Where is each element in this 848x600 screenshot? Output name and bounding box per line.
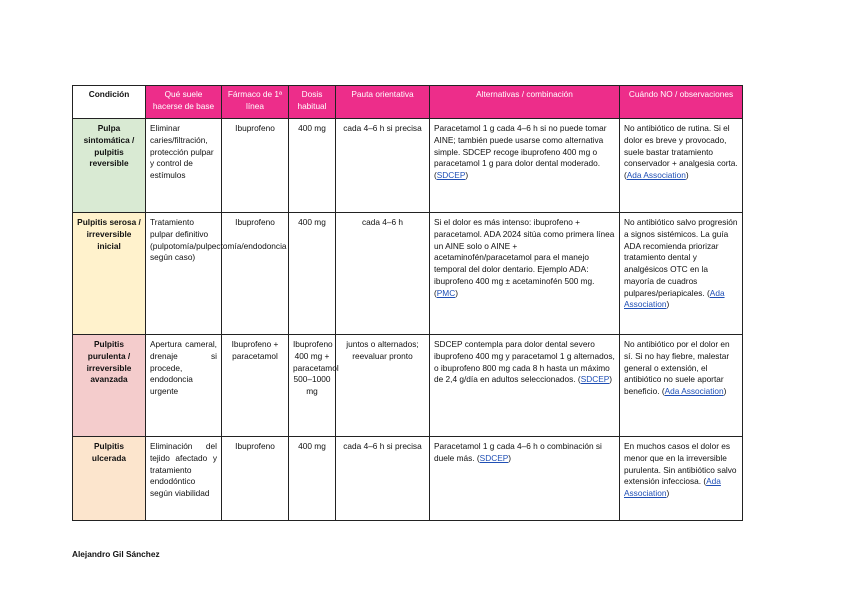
base-treatment-cell: Eliminar caries/filtración, protección pulpar y control de estímulos — [146, 119, 222, 213]
base-treatment-cell: Eliminación del tejido afectado y tratamiento endodóntico según viabilidad — [146, 437, 222, 521]
notes-text: No antibiótico salvo progresión a signos sistémicos. La guía ADA recomienda priorizar tratamiento dental y analgésicos OTC en la mayoría de cuadros pulpares/periapicales. — [624, 217, 738, 298]
table-row — [73, 119, 743, 213]
notes-cell: En muchos casos el dolor es menor que en la irreversible purulenta. Sin antibiótico salvo extensión infecciosa. (Ada Association) — [620, 437, 743, 521]
notes-cell: No antibiótico de rutina. Si el dolor es breve y provocado, suele bastar tratamiento conservador + analgesia corta. (Ada Association) — [620, 119, 743, 213]
alternatives-text: Paracetamol 1 g cada 4–6 h si no puede tomar AINE; también puede usarse como alternativa simple. SDCEP recoge ibuprofeno 400 mg o paracetamol 1 g para dolor dental moderado. — [434, 123, 607, 169]
drug-cell: Ibuprofeno — [222, 119, 289, 213]
author-footer: Alejandro Gil Sánchez — [72, 549, 160, 559]
source-link[interactable]: Ada Association — [664, 386, 724, 397]
schedule-cell: juntos o alternados; reevaluar pronto — [336, 335, 430, 437]
source-link[interactable]: PMC — [436, 287, 456, 298]
source-link[interactable]: SDCEP — [479, 452, 509, 463]
table-row — [73, 335, 743, 437]
table-row — [73, 213, 743, 335]
alternatives-cell: Paracetamol 1 g cada 4–6 h o combinación si duele más. (SDCEP) — [430, 437, 620, 521]
table-row — [73, 437, 743, 521]
source-link[interactable]: Ada Association — [626, 170, 686, 181]
dose-cell: Ibuprofeno 400 mg + paracetamol 500–1000 mg — [289, 335, 336, 437]
condition-cell: Pulpitis ulcerada — [73, 437, 146, 521]
alternatives-text: Si el dolor es más intenso: ibuprofeno + paracetamol. ADA 2024 sitúa como primera línea un AINE solo o AINE + acetaminofén/paracetamol para el manejo temporal del dolor dentario. Ejemplo ADA: ibuprofeno 400 mg ± acetaminofén 500 mg. — [434, 217, 615, 286]
base-treatment-cell: Apertura cameral, drenaje si procede, endodoncia urgente — [146, 335, 222, 437]
source-link[interactable]: SDCEP — [580, 374, 610, 385]
alternatives-cell: Si el dolor es más intenso: ibuprofeno + paracetamol. ADA 2024 sitúa como primera línea un AINE solo o AINE + acetaminofén/paracetamol para el manejo temporal del dolor dentario. Ejemplo ADA: ibuprofeno 400 mg ± acetaminofén 500 mg. (PMC) — [430, 213, 620, 335]
schedule-cell: cada 4–6 h — [336, 213, 430, 335]
header-base: Qué suele hacerse de base — [146, 86, 222, 119]
dose-cell: 400 mg — [289, 437, 336, 521]
alternatives-cell: Paracetamol 1 g cada 4–6 h si no puede tomar AINE; también puede usarse como alternativa simple. SDCEP recoge ibuprofeno 400 mg o paracetamol 1 g para dolor dental moderado. (SDCEP) — [430, 119, 620, 213]
header-notes: Cuándo NO / observaciones — [620, 86, 743, 119]
alternatives-cell: SDCEP contempla para dolor dental severo ibuprofeno 400 mg y paracetamol 1 g alternados, o ibuprofeno 800 mg cada 8 h hasta un máximo de 2,4 g/día en adultos seleccionados. (SDCEP) — [430, 335, 620, 437]
notes-text: En muchos casos el dolor es menor que en la irreversible purulenta. Sin antibiótico salvo extensión infecciosa. — [624, 441, 737, 487]
table-header-row — [73, 86, 743, 119]
source-link[interactable]: Ada Association — [624, 287, 725, 310]
notes-cell: No antibiótico salvo progresión a signos sistémicos. La guía ADA recomienda priorizar tratamiento dental y analgésicos OTC en la mayoría de cuadros pulpares/periapicales. (Ada Association) — [620, 213, 743, 335]
schedule-cell: cada 4–6 h si precisa — [336, 119, 430, 213]
dose-cell: 400 mg — [289, 119, 336, 213]
condition-cell: Pulpitis serosa / irreversible inicial — [73, 213, 146, 335]
alternatives-text: SDCEP contempla para dolor dental severo ibuprofeno 400 mg y paracetamol 1 g alternados, o ibuprofeno 800 mg cada 8 h hasta un máximo de 2,4 g/día en adultos seleccionados. — [434, 339, 615, 385]
header-drug: Fármaco de 1ª línea — [222, 86, 289, 119]
source-link[interactable]: Ada Association — [624, 476, 721, 499]
drug-cell: Ibuprofeno + paracetamol — [222, 335, 289, 437]
notes-cell: No antibiótico por el dolor en sí. Si no hay fiebre, malestar general o extensión, el antibiótico no suele aportar beneficio. (Ada Association) — [620, 335, 743, 437]
schedule-cell: cada 4–6 h si precisa — [336, 437, 430, 521]
condition-cell: Pulpa sintomática / pulpitis reversible — [73, 119, 146, 213]
header-schedule: Pauta orientativa — [336, 86, 430, 119]
header-dose: Dosis habitual — [289, 86, 336, 119]
source-link[interactable]: SDCEP — [436, 170, 466, 181]
alternatives-text: Paracetamol 1 g cada 4–6 h o combinación si duele más. — [434, 441, 602, 463]
header-condition: Condición — [73, 86, 146, 119]
dose-cell: 400 mg — [289, 213, 336, 335]
treatment-table — [72, 85, 743, 521]
notes-text: No antibiótico de rutina. Si el dolor es breve y provocado, suele bastar tratamiento conservador + analgesia corta. — [624, 123, 738, 169]
header-alternatives: Alternativas / combinación — [430, 86, 620, 119]
drug-cell: Ibuprofeno — [222, 213, 289, 335]
notes-text: No antibiótico por el dolor en sí. Si no hay fiebre, malestar general o extensión, el antibiótico no suele aportar beneficio. — [624, 339, 730, 397]
condition-cell: Pulpitis purulenta / irreversible avanzada — [73, 335, 146, 437]
base-treatment-cell: Tratamiento pulpar definitivo (pulpotomía/pulpectomía/endodoncia según caso) — [146, 213, 222, 335]
drug-cell: Ibuprofeno — [222, 437, 289, 521]
